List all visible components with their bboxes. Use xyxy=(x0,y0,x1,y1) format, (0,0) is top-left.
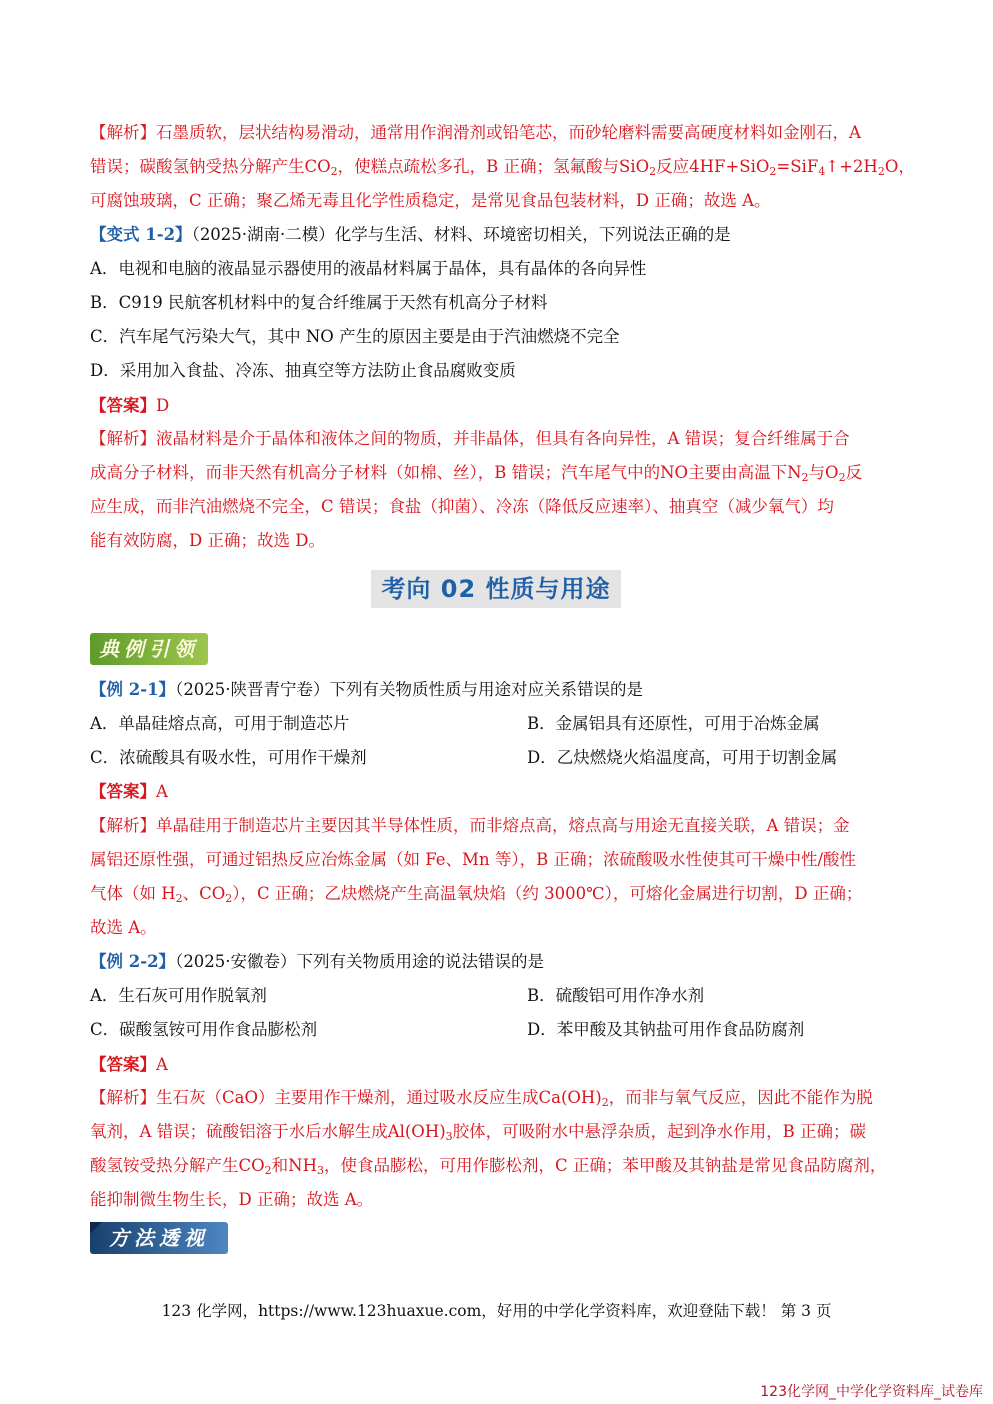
answer-line: 【答案】D xyxy=(90,396,170,415)
option-d: D．采用加入食盐、冷冻、抽真空等方法防止食品腐败变质 xyxy=(90,361,516,380)
question-tag: 【例 2-1】 xyxy=(90,680,176,699)
analysis-line: 【解析】生石灰（CaO）主要用作干燥剂，通过吸水反应生成$Ca(OH)_2$，而非与氧气反应，因此不能作为脱 xyxy=(90,1088,873,1109)
option-a: A．电视和电脑的液晶显示器使用的液晶材料属于晶体，具有晶体的各向异性 xyxy=(90,259,647,278)
method-badge: 方法透视 xyxy=(90,1222,228,1254)
option-c: C．浓硫酸具有吸水性，可用作干燥剂 xyxy=(90,748,367,767)
question-stem: 【例 2-1】（2025·陕晋青宁卷）下列有关物质性质与用途对应关系错误的是 xyxy=(90,680,644,699)
option-row xyxy=(90,1020,805,1040)
section-title: 考向 02 性质与用途 xyxy=(371,570,621,608)
analysis-line: 成高分子材料，而非天然有机高分子材料（如棉、丝），B 错误；汽车尾气中的NO主要由高温下$N_2$与$O_2$反 xyxy=(90,463,863,484)
analysis-line: 气体（如 $H_2$、$CO_2$），C 正确；乙炔燃烧产生高温氧炔焰（约 3000℃），可熔化金属进行切割，D 正确； xyxy=(90,884,863,905)
option-b: B．硫酸铝可用作净水剂 xyxy=(527,986,705,1005)
watermark-link[interactable]: 123化学网_中学化学资料库_试卷库 xyxy=(760,1384,983,1400)
question-stem: 【变式 1-2】（2025·湖南·二模）化学与生活、材料、环境密切相关，下列说法正确的是 xyxy=(90,225,731,244)
option-row xyxy=(90,748,838,768)
question-stem: 【例 2-2】（2025·安徽卷）下列有关物质用途的说法错误的是 xyxy=(90,952,545,971)
question-tag: 【例 2-2】 xyxy=(90,952,176,971)
question-tag: 【变式 1-2】 xyxy=(90,225,192,244)
analysis-line: 【解析】单晶硅用于制造芯片主要因其半导体性质，而非熔点高，熔点高与用途无直接关联，A 错误；金 xyxy=(90,816,850,835)
analysis-line: 错误；碳酸氢钠受热分解产生$CO_2$，使糕点疏松多孔，B 正确；氢氟酸与SiO$_2$反应$4HF+SiO_2=SiF_4↑+2H_2O$， xyxy=(90,157,915,178)
option-row xyxy=(90,714,820,734)
option-a: A．单晶硅熔点高，可用于制造芯片 xyxy=(90,714,350,733)
option-c: C．碳酸氢铵可用作食品膨松剂 xyxy=(90,1020,318,1039)
example-badge: 典例引领 xyxy=(90,633,208,665)
analysis-line: 氧剂，A 错误；硫酸铝溶于水后水解生成$Al(OH)_3$胶体，可吸附水中悬浮杂质，起到净水作用，B 正确；碳 xyxy=(90,1122,867,1143)
page-footer: 123 化学网，https://www.123huaxue.com，好用的中学化学资料库，欢迎登陆下载！ 第 3 页 xyxy=(161,1302,832,1320)
option-c: C．汽车尾气污染大气，其中 NO 产生的原因主要是由于汽油燃烧不完全 xyxy=(90,327,620,346)
answer-line: 【答案】A xyxy=(90,782,168,801)
option-a: A．生石灰可用作脱氧剂 xyxy=(90,986,267,1005)
analysis-line: 故选 A。 xyxy=(90,918,157,937)
analysis-line: 【解析】液晶材料是介于晶体和液体之间的物质，并非晶体，但具有各向异性，A 错误；复合纤维属于合 xyxy=(90,429,850,448)
analysis-line: 能抑制微生物生长，D 正确；故选 A。 xyxy=(90,1190,374,1209)
analysis-line: 可腐蚀玻璃，C 正确；聚乙烯无毒且化学性质稳定，是常见食品包装材料，D 正确；故选 A。 xyxy=(90,191,771,210)
analysis-line: 属铝还原性强，可通过铝热反应冶炼金属（如 Fe、Mn 等），B 正确；浓硫酸吸水性使其可干燥中性/酸性 xyxy=(90,850,857,869)
option-b: B．金属铝具有还原性，可用于冶炼金属 xyxy=(527,714,820,733)
answer-line: 【答案】A xyxy=(90,1055,168,1074)
analysis-line: 酸氢铵受热分解产生$CO_2$和$NH_3$，使食品膨松，可用作膨松剂，C 正确；苯甲酸及其钠盐是常见食品防腐剂， xyxy=(90,1156,887,1177)
option-row xyxy=(90,986,705,1006)
analysis-line: 应生成，而非汽油燃烧不完全，C 错误；食盐（抑菌）、冷冻（降低反应速率）、抽真空（减少氧气）均 xyxy=(90,497,834,516)
option-d: D．乙炔燃烧火焰温度高，可用于切割金属 xyxy=(527,748,838,767)
option-d: D．苯甲酸及其钠盐可用作食品防腐剂 xyxy=(527,1020,805,1039)
analysis-line: 能有效防腐，D 正确；故选 D。 xyxy=(90,531,325,550)
option-b: B．C919 民航客机材料中的复合纤维属于天然有机高分子材料 xyxy=(90,293,548,312)
analysis-line: 【解析】石墨质软，层状结构易滑动，通常用作润滑剂或铅笔芯，而砂轮磨料需要高硬度材料如金刚石，A xyxy=(90,123,861,142)
